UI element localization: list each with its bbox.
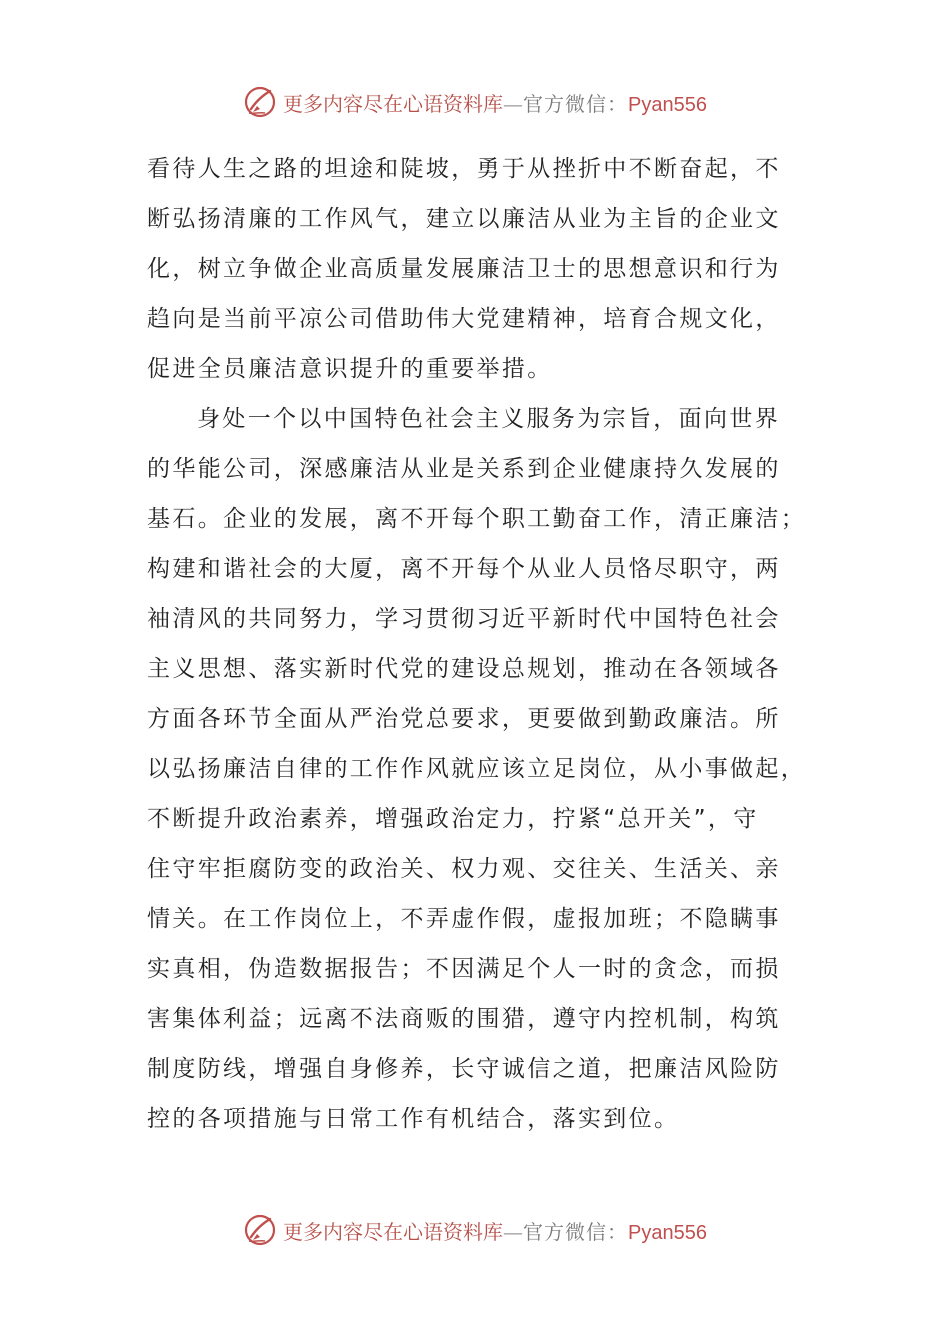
pen-logo-icon: [243, 85, 277, 119]
text-line: 化，树立争做企业高质量发展廉洁卫士的思想意识和行为: [147, 256, 781, 282]
dash: —: [503, 1219, 524, 1244]
text-line: 构建和谐社会的大厦，离不开每个从业人员恪尽职守，两: [147, 556, 781, 582]
text-line: 的华能公司，深感廉洁从业是关系到企业健康持久发展的: [147, 456, 781, 482]
header-banner: [0, 82, 950, 122]
text-line: 断弘扬清廉的工作风气，建立以廉洁从业为主旨的企业文: [147, 206, 781, 232]
wechat-label: 官方微信：: [523, 91, 629, 116]
wechat-label: 官方微信：: [523, 1219, 629, 1244]
dash: —: [503, 91, 524, 116]
brand-text: 更多内容尽在心语资料库: [283, 1219, 504, 1244]
text-line: 方面各环节全面从严治党总要求，更要做到勤政廉洁。所: [147, 706, 781, 732]
text-line: 情关。在工作岗位上，不弄虚作假，虚报加班；不隐瞒事: [147, 906, 781, 932]
text-line: 身处一个以中国特色社会主义服务为宗旨，面向世界: [197, 406, 781, 432]
text-line: 基石。企业的发展，离不开每个职工勤奋工作，清正廉洁；: [147, 506, 807, 532]
text-line: 趋向是当前平凉公司借助伟大党建精神，培育合规文化，: [147, 306, 781, 332]
paragraph-2: [147, 394, 807, 1144]
document-body: [147, 144, 807, 1144]
wechat-id: Pyan556: [628, 1221, 707, 1244]
text-line: 住守牢拒腐防变的政治关、权力观、交往关、生活关、亲: [147, 856, 781, 882]
text-line: 袖清风的共同努力，学习贯彻习近平新时代中国特色社会: [147, 606, 781, 632]
text-line: 制度防线，增强自身修养，长守诚信之道，把廉洁风险防: [147, 1056, 781, 1082]
paragraph-1: [147, 144, 787, 394]
text-line: 控的各项措施与日常工作有机结合，落实到位。: [147, 1106, 680, 1132]
text-line: 实真相，伪造数据报告；不因满足个人一时的贪念，而损: [147, 956, 781, 982]
footer-banner: [0, 1210, 950, 1250]
text-line: 不断提升政治素养，增强政治定力，拧紧“总开关”，守: [147, 806, 759, 832]
text-line: 以弘扬廉洁自律的工作作风就应该立足岗位，从小事做起，: [147, 756, 807, 782]
header-text: [283, 88, 707, 117]
footer-text: [283, 1216, 707, 1245]
text-line: 害集体利益；远离不法商贩的围猎，遵守内控机制，构筑: [147, 1006, 781, 1032]
pen-logo-icon: [243, 1213, 277, 1247]
text-line: 促进全员廉洁意识提升的重要举措。: [147, 356, 553, 382]
brand-text: 更多内容尽在心语资料库: [283, 91, 504, 116]
text-line: 主义思想、落实新时代党的建设总规划，推动在各领域各: [147, 656, 781, 682]
wechat-id: Pyan556: [628, 93, 707, 116]
text-line: 看待人生之路的坦途和陡坡，勇于从挫折中不断奋起，不: [147, 156, 781, 182]
